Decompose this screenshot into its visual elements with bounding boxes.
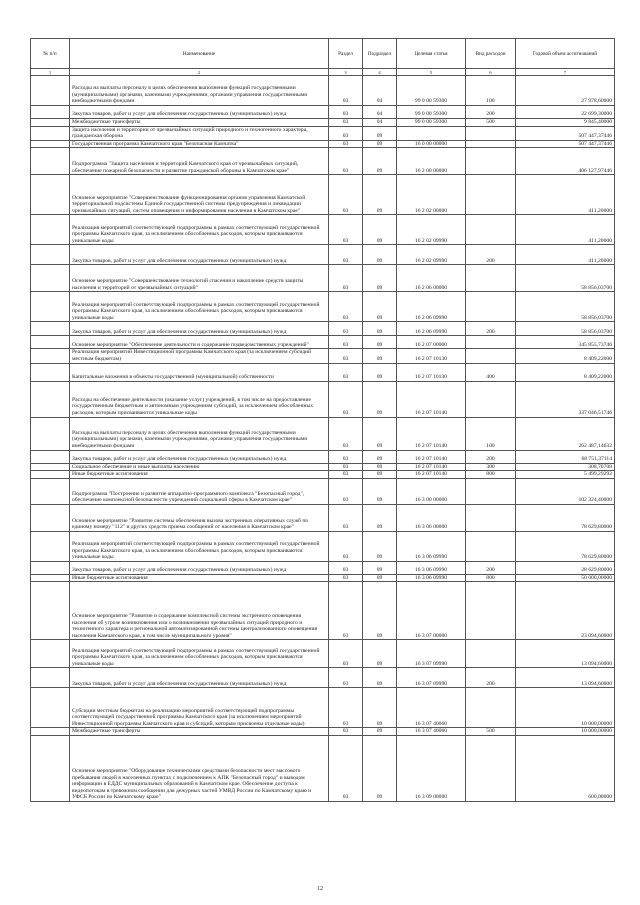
row-razdel-cell: 03 [329,471,363,479]
row-razdel-cell: 03 [329,336,363,349]
row-target-article-cell: 16 2 00 00000 [397,148,466,175]
row-name-cell: Закупка товаров, работ и услуг для обеспечения государственных (муниципальных) нужд [70,450,329,463]
row-number-cell [31,126,70,140]
row-target-article-cell: 99 0 00 59300 [397,76,466,106]
row-razdel-cell: 03 [329,640,363,668]
row-razdel-cell: 03 [329,106,363,119]
table-row [31,574,615,582]
row-podrazdel-cell: 09 [363,363,397,381]
row-target-article-cell: 16 2 07 10130 [397,363,466,381]
header-annual-volume: Годовой объем ассигнований [516,39,615,69]
row-target-article-cell: 16 2 07 10140 [397,471,466,479]
row-target-article-cell: 16 2 07 10130 [397,349,466,363]
row-sum-cell: 78 629,80000 [516,531,615,561]
row-podrazdel-cell: 09 [363,245,397,265]
row-target-article-cell: 16 3 06 09990 [397,561,466,574]
row-podrazdel-cell: 09 [363,688,397,728]
row-podrazdel-cell: 09 [363,463,397,471]
table-row [31,471,615,479]
table-row [31,292,615,322]
row-razdel-cell: 03 [329,450,363,463]
row-name-cell: Реализация мероприятий соответствующей подпрограммы в рамках соответствующей государственной программы Камчатского края, за исключением обособленных расходов, которым присваиваются уникальные коды [70,531,329,561]
row-razdel-cell: 03 [329,463,363,471]
row-podrazdel-cell: 09 [363,215,397,245]
row-target-article-cell: 16 3 06 09990 [397,574,466,582]
row-number-cell [31,574,70,582]
row-target-article-cell: 16 2 07 10140 [397,417,466,450]
row-name-cell: Основное мероприятие "Обеспечение деятельности и содержание подведомственных учреждений" [70,336,329,349]
column-number-row [31,69,615,76]
row-podrazdel-cell: 09 [363,292,397,322]
row-podrazdel-cell: 09 [363,504,397,531]
row-razdel-cell: 03 [329,363,363,381]
table-row [31,735,615,801]
row-expense-type-cell [466,349,516,363]
row-expense-type-cell [466,148,516,175]
row-name-cell: Реализация мероприятий соответствующей подпрограммы в рамках соответствующей государственной программы Камчатского края, за исключением обособленных расходов, которым присваиваются уникальные коды [70,640,329,668]
row-target-article-cell: 16 3 06 00000 [397,504,466,531]
table-row [31,322,615,336]
row-razdel-cell: 03 [329,561,363,574]
row-podrazdel-cell: 09 [363,450,397,463]
row-podrazdel-cell: 09 [363,175,397,215]
row-razdel-cell: 03 [329,322,363,336]
table-row [31,126,615,140]
row-number-cell [31,381,70,417]
table-row [31,640,615,668]
row-number-cell [31,292,70,322]
row-sum-cell: 22 699,30000 [516,106,615,119]
row-number-cell [31,728,70,736]
row-name-cell: Иные бюджетные ассигнования [70,471,329,479]
row-sum-cell: 28 629,80000 [516,561,615,574]
row-name-cell: Закупка товаров, работ и услуг для обеспечения государственных (муниципальных) нужд [70,668,329,688]
row-number-cell [31,322,70,336]
row-target-article-cell [397,126,466,140]
table-row [31,668,615,688]
row-number-cell [31,148,70,175]
row-sum-cell: 9 845,40000 [516,119,615,127]
row-podrazdel-cell: 09 [363,322,397,336]
row-expense-type-cell [466,640,516,668]
row-name-cell: Основное мероприятие "Совершенствование функционирования органов управления Камчатской территориальной подсистемы Единой государственной системы предупреждения и ликвидации чрезвычайных ситуаций, систем оповещения и информирования населения в Камчатском крае" [70,175,329,215]
row-expense-type-cell: 200 [466,245,516,265]
row-sum-cell: 10 000,00000 [516,728,615,736]
row-podrazdel-cell: 09 [363,582,397,640]
column-number: 4 [363,69,397,76]
row-podrazdel-cell: 09 [363,381,397,417]
table-body [31,76,615,802]
table-row [31,363,615,381]
row-sum-cell: 27 978,60000 [516,76,615,106]
column-number: 5 [397,69,466,76]
row-number-cell [31,76,70,106]
row-podrazdel-cell: 09 [363,349,397,363]
row-name-cell: Капитальные вложения в объекты государственной (муниципальной) собственности [70,363,329,381]
column-number: 2 [70,69,329,76]
row-podrazdel-cell: 09 [363,735,397,801]
row-razdel-cell: 03 [329,417,363,450]
table-row [31,265,615,292]
row-expense-type-cell [466,336,516,349]
row-podrazdel-cell: 09 [363,336,397,349]
table-row [31,688,615,728]
row-podrazdel-cell: 09 [363,126,397,140]
row-name-cell: Защита населения и территории от чрезвычайных ситуаций природного и техногенного характера, гражданская оборона [70,126,329,140]
row-name-cell: Социальное обеспечение и иные выплаты населению [70,463,329,471]
row-podrazdel-cell: 09 [363,148,397,175]
row-target-article-cell: 16 2 07 10140 [397,381,466,417]
row-number-cell [31,106,70,119]
row-podrazdel-cell: 09 [363,574,397,582]
row-razdel-cell: 03 [329,531,363,561]
row-sum-cell: 411,20000 [516,215,615,245]
row-name-cell: Основное мероприятие "Развитие и содержание комплексной системы экстренного оповещения населения об угрозе возникновения или о возникновении чрезвычайных ситуаций природного и техногенного характера и региональной автоматизированной системы централизованного оповещения населения Камчатского края, в том числе муниципального уровня" [70,582,329,640]
row-sum-cell: 262 487,14632 [516,417,615,450]
row-number-cell [31,349,70,363]
appropriations-table [30,38,615,802]
table-row [31,215,615,245]
row-name-cell: Закупка товаров, работ и услуг для обеспечения государственных (муниципальных) нужд [70,561,329,574]
row-sum-cell: 10 000,00000 [516,688,615,728]
row-expense-type-cell: 800 [466,574,516,582]
row-expense-type-cell: 200 [466,322,516,336]
header-podrazdel: Подраздел [363,39,397,69]
table-row [31,463,615,471]
row-razdel-cell: 03 [329,119,363,127]
row-sum-cell: 102 324,40000 [516,478,615,504]
row-expense-type-cell [466,381,516,417]
table-row [31,531,615,561]
row-sum-cell: 58 856,03700 [516,265,615,292]
row-target-article-cell: 16 2 06 09990 [397,322,466,336]
row-name-cell: Закупка товаров, работ и услуг для обеспечения государственных (муниципальных) нужд [70,322,329,336]
row-sum-cell: 600,00000 [516,735,615,801]
row-sum-cell: 8 409,22000 [516,349,615,363]
row-target-article-cell: 16 2 02 09990 [397,245,466,265]
row-expense-type-cell: 400 [466,363,516,381]
row-target-article-cell: 16 0 00 00000 [397,140,466,148]
table-row [31,582,615,640]
row-name-cell: Закупка товаров, работ и услуг для обеспечения государственных (муниципальных) нужд [70,245,329,265]
row-name-cell: Основное мероприятие "Совершенствование технологий спасения и накопление средств защиты населения и территорий от чрезвычайных ситуаций" [70,265,329,292]
row-name-cell: Реализация мероприятий соответствующей подпрограммы в рамках соответствующей государственной программы Камчатского края, за исключением обособленных расходов, которым присваиваются уникальные коды [70,292,329,322]
table-row [31,728,615,736]
row-razdel-cell: 03 [329,688,363,728]
row-podrazdel-cell: 09 [363,478,397,504]
row-target-article-cell: 16 2 02 00000 [397,175,466,215]
row-expense-type-cell [466,478,516,504]
row-razdel-cell: 03 [329,582,363,640]
row-razdel-cell: 03 [329,126,363,140]
row-expense-type-cell: 200 [466,668,516,688]
header-name: Наименование [70,39,329,69]
row-number-cell [31,668,70,688]
row-razdel-cell: 03 [329,504,363,531]
row-podrazdel-cell: 04 [363,76,397,106]
row-number-cell [31,265,70,292]
row-razdel-cell: 03 [329,140,363,148]
row-podrazdel-cell: 09 [363,640,397,668]
table-row [31,175,615,215]
row-expense-type-cell [466,531,516,561]
row-expense-type-cell: 500 [466,119,516,127]
row-expense-type-cell: 800 [466,471,516,479]
row-number-cell [31,215,70,245]
row-sum-cell: 78 629,80000 [516,504,615,531]
row-expense-type-cell: 100 [466,417,516,450]
row-podrazdel-cell: 09 [363,561,397,574]
table-row [31,561,615,574]
row-target-article-cell: 99 0 00 59300 [397,106,466,119]
row-podrazdel-cell: 09 [363,531,397,561]
row-target-article-cell: 16 2 06 00000 [397,265,466,292]
row-razdel-cell: 03 [329,76,363,106]
row-razdel-cell: 03 [329,574,363,582]
row-number-cell [31,471,70,479]
row-number-cell [31,417,70,450]
table-row [31,417,615,450]
row-expense-type-cell [466,140,516,148]
row-number-cell [31,450,70,463]
row-number-cell [31,336,70,349]
table-row [31,336,615,349]
row-razdel-cell: 03 [329,381,363,417]
row-sum-cell: 23 094,60000 [516,582,615,640]
row-name-cell: Основное мероприятие "Оборудование техническими средствами безопасности мест массового пребывания людей в населенных пунктах с подключением к АПК "Безопасный город" и выводом информации в ЕДДС муниципальных образований в Камчатском крае. Обеспечение доступа к видеопотокам в тревожном сообщении для дежурных частей УМВД России по Камчатскому краю и УФСБ России по Камчатскому краю" [70,735,329,801]
row-podrazdel-cell: 09 [363,668,397,688]
table-row [31,148,615,175]
row-number-cell [31,561,70,574]
row-sum-cell: 337 046,51746 [516,381,615,417]
row-target-article-cell: 16 3 06 09990 [397,531,466,561]
row-sum-cell: 5 499,29292 [516,471,615,479]
row-target-article-cell: 16 3 07 09990 [397,640,466,668]
table-row [31,381,615,417]
row-target-article-cell: 16 2 02 09990 [397,215,466,245]
document-page [30,38,614,802]
table-row [31,76,615,106]
row-number-cell [31,688,70,728]
row-name-cell: Расходы на выплаты персоналу в целях обеспечения выполнения функций государственными (муниципальными) органами, казенными учреждениями, органами управления государственными внебюджетными фондами [70,76,329,106]
row-razdel-cell: 03 [329,349,363,363]
column-number: 3 [329,69,363,76]
header-number: № п/п [31,39,70,69]
column-number: 6 [466,69,516,76]
row-number-cell [31,140,70,148]
row-expense-type-cell: 200 [466,561,516,574]
row-sum-cell: 8 409,22000 [516,363,615,381]
table-row [31,478,615,504]
row-sum-cell: 68 751,37114 [516,450,615,463]
row-name-cell: Субсидии местным бюджетам на реализацию мероприятий соответствующей подпрограммы соответствующей государственной программы Камчатского края (за исключением мероприятий Инвестиционной программы Камчатского края и субсидий, которым присвоены отдельные коды) [70,688,329,728]
header-row [31,39,615,69]
header-target-article: Целевая статья [397,39,466,69]
row-expense-type-cell: 200 [466,450,516,463]
row-sum-cell: 13 094,60000 [516,668,615,688]
row-sum-cell: 406 127,97446 [516,148,615,175]
row-expense-type-cell [466,735,516,801]
row-name-cell: Межбюджетные трансферты [70,728,329,736]
column-number: 7 [516,69,615,76]
row-target-article-cell: 99 0 00 59300 [397,119,466,127]
table-row [31,140,615,148]
row-number-cell [31,175,70,215]
row-expense-type-cell: 100 [466,76,516,106]
row-expense-type-cell [466,582,516,640]
row-podrazdel-cell: 04 [363,119,397,127]
row-target-article-cell: 16 3 00 00000 [397,478,466,504]
row-razdel-cell: 03 [329,265,363,292]
row-target-article-cell: 16 2 07 00000 [397,336,466,349]
row-expense-type-cell [466,292,516,322]
row-razdel-cell: 03 [329,478,363,504]
table-row [31,450,615,463]
row-number-cell [31,478,70,504]
table-row [31,349,615,363]
row-razdel-cell: 03 [329,245,363,265]
row-sum-cell: 308,70708 [516,463,615,471]
column-number: 1 [31,69,70,76]
row-razdel-cell: 03 [329,215,363,245]
row-name-cell: Закупка товаров, работ и услуг для обеспечения государственных (муниципальных) нужд [70,106,329,119]
row-name-cell: Иные бюджетные ассигнования [70,574,329,582]
page-number: 12 [317,886,323,892]
row-sum-cell: 13 094,60000 [516,640,615,668]
row-expense-type-cell: 300 [466,463,516,471]
row-razdel-cell: 03 [329,735,363,801]
row-expense-type-cell [466,175,516,215]
row-podrazdel-cell: 04 [363,106,397,119]
row-target-article-cell: 16 2 06 09990 [397,292,466,322]
row-sum-cell: 507 447,37446 [516,140,615,148]
row-number-cell [31,504,70,531]
row-target-article-cell: 16 3 07 40060 [397,728,466,736]
row-number-cell [31,640,70,668]
table-row [31,106,615,119]
row-number-cell [31,463,70,471]
row-name-cell: Подпрограмма "Защита населения и территорий Камчатского края от чрезвычайных ситуаций, обеспечение пожарной безопасности и развитие гражданской обороны в Камчатском крае" [70,148,329,175]
row-target-article-cell: 16 3 09 00000 [397,735,466,801]
row-sum-cell: 411,20000 [516,175,615,215]
row-number-cell [31,245,70,265]
row-razdel-cell: 03 [329,148,363,175]
row-razdel-cell: 03 [329,728,363,736]
table-row [31,119,615,127]
row-sum-cell: 507 447,37446 [516,126,615,140]
row-number-cell [31,531,70,561]
header-razdel: Раздел [329,39,363,69]
row-name-cell: Межбюджетные трансферты [70,119,329,127]
row-name-cell: Реализация мероприятий Инвестиционной программы Камчатского края (за исключением субсидий местным бюджетам) [70,349,329,363]
row-podrazdel-cell: 09 [363,417,397,450]
row-name-cell: Основное мероприятие "Развитие системы обеспечения вызова экстренных оперативных служб по единому номеру "112" и других средств приема сообщений от населения в Камчатском крае" [70,504,329,531]
row-expense-type-cell [466,215,516,245]
row-target-article-cell: 16 3 07 09990 [397,668,466,688]
row-name-cell: Реализация мероприятий соответствующей подпрограммы в рамках соответствующей государственной программы Камчатского края, за исключением обособленных расходов, которым присваиваются уникальные коды [70,215,329,245]
row-name-cell: Расходы на выплаты персоналу в целях обеспечения выполнения функций государственными (муниципальными) органами, казенными учреждениями, органами управления государственными внебюджетными фондами [70,417,329,450]
row-podrazdel-cell: 09 [363,140,397,148]
row-target-article-cell: 16 2 07 10140 [397,463,466,471]
table-row [31,504,615,531]
row-sum-cell: 345 855,73746 [516,336,615,349]
table-row [31,245,615,265]
row-target-article-cell: 16 3 07 40060 [397,688,466,728]
row-razdel-cell: 03 [329,292,363,322]
row-number-cell [31,582,70,640]
header-expense-type: Вид расходов [466,39,516,69]
row-sum-cell: 58 856,03700 [516,322,615,336]
row-number-cell [31,119,70,127]
row-name-cell: Государственная программа Камчатского края "Безопасная Камчатка" [70,140,329,148]
row-number-cell [31,363,70,381]
row-podrazdel-cell: 09 [363,265,397,292]
row-sum-cell: 411,20000 [516,245,615,265]
row-target-article-cell: 16 3 07 00000 [397,582,466,640]
row-name-cell: Расходы на обеспечение деятельности (оказание услуг) учреждений, в том числе на предоставление государственным бюджетным и автономным учреждениям субсидий, за исключением обособленных расходов, которым присваиваются уникальные коды [70,381,329,417]
row-razdel-cell: 03 [329,175,363,215]
row-expense-type-cell [466,265,516,292]
row-expense-type-cell [466,688,516,728]
row-podrazdel-cell: 09 [363,471,397,479]
row-target-article-cell: 16 2 07 10140 [397,450,466,463]
row-expense-type-cell [466,126,516,140]
row-podrazdel-cell: 09 [363,728,397,736]
row-sum-cell: 58 856,03700 [516,292,615,322]
row-number-cell [31,735,70,801]
row-expense-type-cell: 200 [466,106,516,119]
row-razdel-cell: 03 [329,668,363,688]
row-name-cell: Подпрограмма "Построение и развитие аппаратно-программного комплекса "Безопасный город", обеспечение комплексной безопасности учреждений социальной сферы в Камчатском крае" [70,478,329,504]
row-expense-type-cell [466,504,516,531]
row-expense-type-cell: 500 [466,728,516,736]
row-sum-cell: 50 000,00000 [516,574,615,582]
